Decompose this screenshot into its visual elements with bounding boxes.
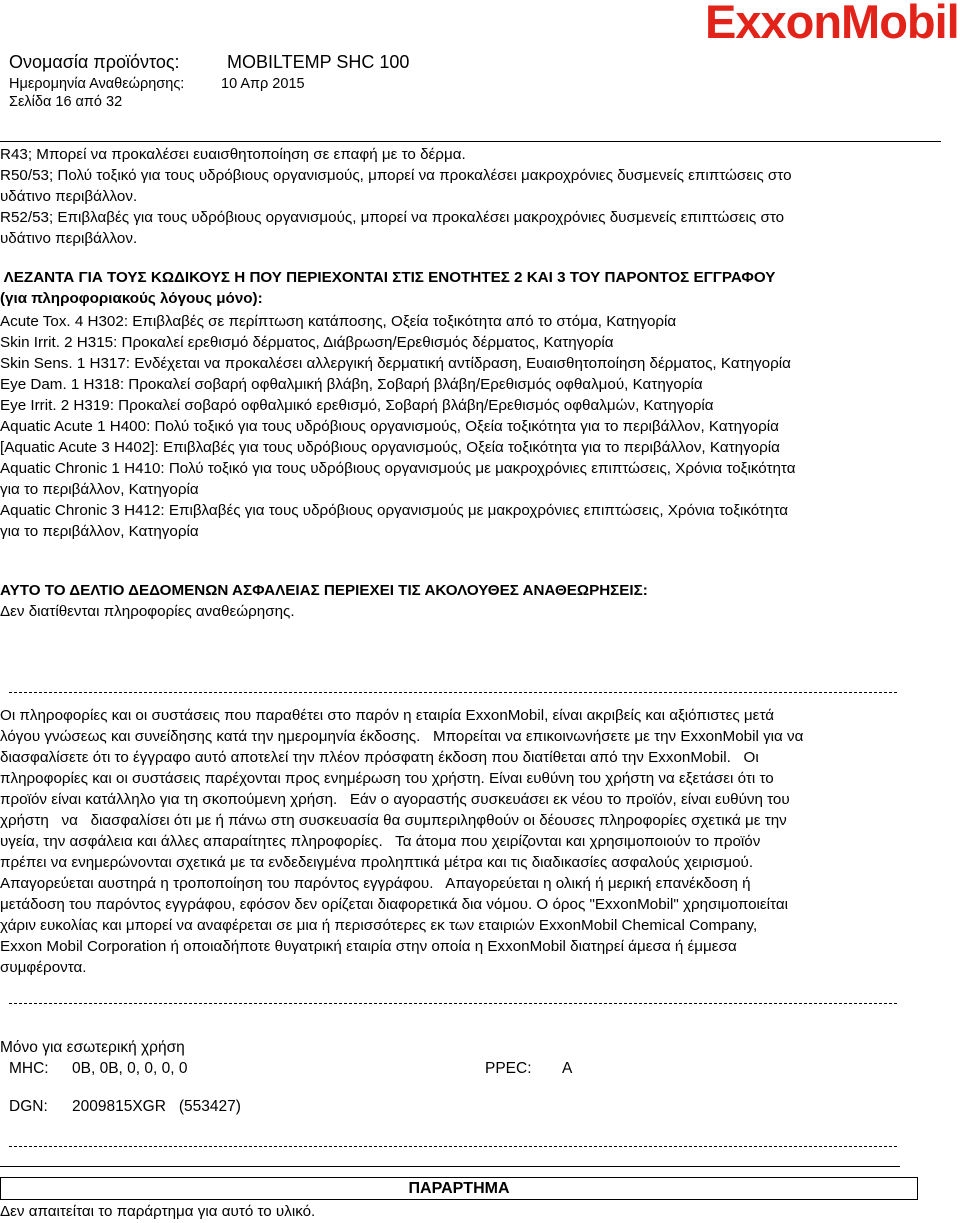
r-phrase-line: υδάτινο περιβάλλον. — [0, 188, 138, 205]
revision-date-row — [9, 76, 429, 92]
ppec-value: A — [562, 1060, 573, 1077]
legend-heading: ΛΕΖΑΝΤΑ ΓΙΑ ΤΟΥΣ ΚΩΔΙΚΟΥΣ Η ΠΟΥ ΠΕΡΙΕΧΟΝΤΑΙ ΣΤΙΣ ΕΝΟΤΗΤΕΣ 2 ΚΑΙ 3 ΤΟΥ ΠΑΡΟΝΤΟΣ ΕΓΓΡΑΦΟΥ — [0, 269, 776, 286]
dashed-divider — [9, 692, 897, 693]
appendix-text: Δεν απαιτείται το παράρτημα για αυτό το υλικό. — [0, 1203, 316, 1220]
appendix-divider — [0, 1166, 900, 1167]
disclaimer-line: πρέπει να ενημερώνονται σχετικά με τα ενδεδειγμένα προληπτικά μέτρα και τις διαδικασίες ασφαλούς χειρισμού. — [0, 854, 754, 871]
legend-line: Eye Dam. 1 H318: Προκαλεί σοβαρή οφθαλμική βλάβη, Σοβαρή βλάβη/Ερεθισμός οφθαλμού, Κατηγορία — [0, 376, 703, 393]
legend-subheading: (για πληροφοριακούς λόγους μόνο): — [0, 290, 263, 307]
product-name-label: Ονομασία προϊόντος: — [9, 52, 180, 72]
legend-line: Skin Sens. 1 H317: Ενδέχεται να προκαλέσει αλλεργική δερματική αντίδραση, Ευαισθητοποίηση δέρματος, Κατηγορία — [0, 355, 791, 372]
r-phrase-line: υδάτινο περιβάλλον. — [0, 230, 138, 247]
disclaimer-line: υγεία, την ασφάλεια και άλλες απαραίτητες πληροφορίες. Τα άτομα που χειρίζονται και χρησιμοποιούν το προϊόν — [0, 833, 761, 850]
disclaimer-line: Οι πληροφορίες και οι συστάσεις που παραθέτει στο παρόν η εταιρία ExxonMobil, είναι ακριβείς και αξιόπιστες μετά — [0, 707, 775, 724]
disclaimer-line: συμφέροντα. — [0, 959, 87, 976]
legend-line: Aquatic Chronic 1 H410: Πολύ τοξικό για τους υδρόβιους οργανισμούς με μακροχρόνιες επιπτώσεις, Χρόνια τοξικότητα — [0, 460, 796, 477]
revisions-text: Δεν διατίθενται πληροφορίες αναθεώρησης. — [0, 603, 295, 620]
disclaimer-line: χάριν ευκολίας και μπορεί να αναφέρεται σε μια ή περισσότερες εκ των εταιριών ExxonMobil Chemical Company, — [0, 917, 758, 934]
r-phrases — [0, 144, 792, 249]
appendix-title: ΠΑΡΑΡΤΗΜΑ — [0, 1177, 918, 1200]
dgn-label: DGN: — [9, 1098, 48, 1115]
legend-line: Acute Tox. 4 H302: Επιβλαβές σε περίπτωση κατάποσης, Οξεία τοξικότητα από το στόμα, Κατηγορία — [0, 313, 677, 330]
mhc-label: MHC: — [9, 1060, 49, 1077]
dgn-value: 2009815XGR (553427) — [72, 1098, 241, 1115]
disclaimer-line: πληροφορίες και οι συστάσεις παρέχονται προς ενημέρωση του χρήστη. Είναι ευθύνη του χρήστη να εξετάσει ότι το — [0, 770, 774, 787]
r-phrase-line: R50/53; Πολύ τοξικό για τους υδρόβιους οργανισμούς, μπορεί να προκαλέσει μακροχρόνιες δυσμενείς επιπτώσεις στο — [0, 167, 792, 184]
legend-line: Aquatic Chronic 3 H412: Επιβλαβές για τους υδρόβιους οργανισμούς με μακροχρόνιες επιπτώσεις, Χρόνια τοξικότητα — [0, 502, 789, 519]
disclaimer-line: διασφαλίσετε ότι το έγγραφο αυτό αποτελεί την πλέον πρόσφατη έκδοση που διατίθεται από την ExxonMobil. Οι — [0, 749, 759, 766]
disclaimer-line: Exxon Mobil Corporation ή οποιαδήποτε θυγατρική εταιρία στην οποία η ExxonMobil διατηρεί άμεσα ή έμμεσα — [0, 938, 737, 955]
legend-line: [Aquatic Acute 3 H402]: Επιβλαβές για τους υδρόβιους οργανισμούς, Οξεία τοξικότητα για το περιβάλλον, Κατηγορία — [0, 439, 780, 456]
page-number: Σελίδα 16 από 32 — [9, 94, 123, 110]
disclaimer-line: μετάδοση του παρόντος εγγράφου, εφόσον δεν ορίζεται διαφορετικά δια νόμου. Ο όρος "ExxonMobil" χρησιμοποιείται — [0, 896, 788, 913]
exxonmobil-logo: ExxonMobil — [705, 0, 959, 48]
r-phrase-line: R52/53; Επιβλαβές για τους υδρόβιους οργανισμούς, μπορεί να προκαλέσει μακροχρόνιες δυσμενείς επιπτώσεις στο — [0, 209, 785, 226]
revision-date-label: Ημερομηνία Αναθεώρησης: — [9, 76, 185, 92]
h-code-legend — [0, 267, 795, 542]
mhc-value: 0B, 0B, 0, 0, 0, 0 — [72, 1060, 188, 1077]
legend-line: για το περιβάλλον, Κατηγορία — [0, 481, 199, 498]
disclaimer-line: χρήστη να διασφαλίσει ότι με ή πάνω στη συσκευασία θα συμπεριληφθούν οι δέουσες πληροφορίες σχετικά με την — [0, 812, 787, 829]
legend-line: για το περιβάλλον, Κατηγορία — [0, 523, 199, 540]
header-divider — [0, 141, 941, 142]
internal-use-label: Μόνο για εσωτερική χρήση — [0, 1039, 185, 1056]
disclaimer-line: λόγου γνώσεως και συνείδησης κατά την ημερομηνία έκδοσης. Μπορείται να επικοινωνήσετε με την ExxonMobil για να — [0, 728, 804, 745]
disclaimer-line: Απαγορεύεται αυστηρά η τροποποίηση του παρόντος εγγράφου. Απαγορεύεται η ολική ή μερική επανέκδοση ή — [0, 875, 751, 892]
product-name-row — [9, 52, 429, 73]
revisions-heading: ΑΥΤΟ ΤΟ ΔΕΛΤΙΟ ΔΕΔΟΜΕΝΩΝ ΑΣΦΑΛΕΙΑΣ ΠΕΡΙΕΧΕΙ ΤΙΣ ΑΚΟΛΟΥΘΕΣ ΑΝΑΘΕΩΡΗΣΕΙΣ: — [0, 582, 648, 599]
dashed-divider — [9, 1146, 897, 1147]
product-name-value: MOBILTEMP SHC 100 — [227, 52, 410, 72]
ppec-label: PPEC: — [485, 1060, 532, 1077]
revisions-section — [0, 580, 648, 622]
revision-date-value: 10 Απρ 2015 — [221, 76, 305, 92]
r-phrase-line: R43; Μπορεί να προκαλέσει ευαισθητοποίηση σε επαφή με το δέρμα. — [0, 146, 466, 163]
disclaimer-line: προϊόν είναι κατάλληλο για τη σκοπούμενη χρήση. Εάν ο αγοραστής συσκευάσει εκ νέου το προϊόν, είναι ευθύνη του — [0, 791, 790, 808]
legend-line: Skin Irrit. 2 H315: Προκαλεί ερεθισμό δέρματος, Διάβρωση/Ερεθισμός δέρματος, Κατηγορία — [0, 334, 614, 351]
legend-line: Eye Irrit. 2 H319: Προκαλεί σοβαρό οφθαλμικό ερεθισμό, Σοβαρή βλάβη/Ερεθισμός οφθαλμών, Κατηγορία — [0, 397, 714, 414]
dashed-divider — [9, 1003, 897, 1004]
legend-line: Aquatic Acute 1 H400: Πολύ τοξικό για τους υδρόβιους οργανισμούς, Οξεία τοξικότητα για το περιβάλλον, Κατηγορία — [0, 418, 779, 435]
disclaimer — [0, 705, 803, 978]
